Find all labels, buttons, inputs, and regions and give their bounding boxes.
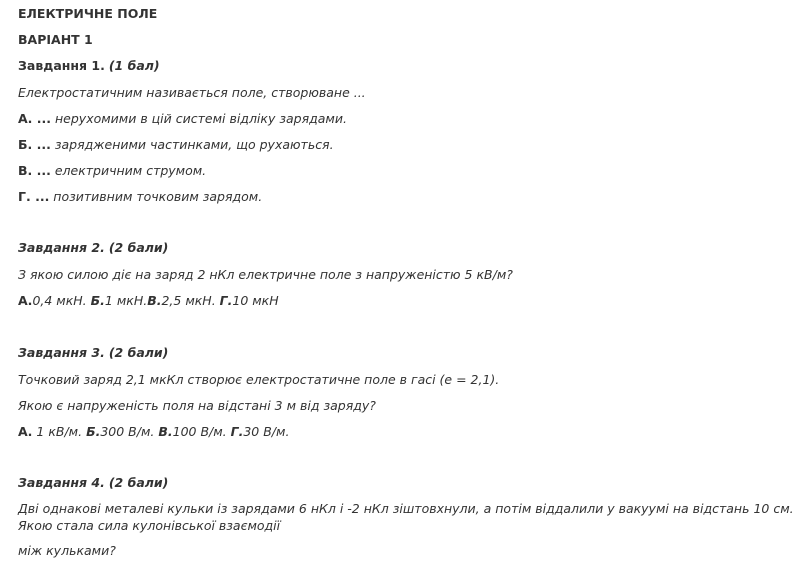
variant-heading: ВАРІАНТ 1 <box>18 32 93 47</box>
task-3-heading <box>18 345 168 361</box>
option-letter: В. ... <box>18 163 51 178</box>
answer-text: 0,4 мкН. <box>32 293 91 308</box>
answer-letter: Г. <box>219 293 233 308</box>
task-1-question: Електростатичним називається поле, створюване ... <box>18 85 366 100</box>
answer-letter: А. <box>18 293 33 308</box>
option-text: позитивним точковим зарядом. <box>49 189 263 204</box>
answer-letter: В. <box>147 293 162 308</box>
task-3-answers <box>18 424 289 440</box>
task-3-question-line-2: Якою є напруженість поля на відстані 3 м від заряду? <box>18 398 376 413</box>
task-3-question-line-1: Точковий заряд 2,1 мкКл створює електростатичне поле в гасі (е = 2,1). <box>18 372 500 387</box>
answer-text: 10 мкН <box>232 293 279 308</box>
answer-text: 2,5 мкН. <box>161 293 220 308</box>
task-4-question: Дві однакові металеві кульки із зарядами 6 нКл і -2 нКл зіштовхнули, а потім віддалили у вакуумі на відстань 10 см. Якою стала сила кулонівської взаємодії <box>18 501 794 533</box>
task-2-label: Завдання 2. <box>18 240 105 255</box>
task-3-label: Завдання 3. <box>18 345 105 360</box>
answer-text: 30 В/м. <box>243 424 290 439</box>
answer-text: 1 мкН. <box>104 293 148 308</box>
answer-letter: Б. <box>86 424 101 439</box>
answer-letter: Г. <box>230 424 244 439</box>
option-text: нерухомими в цій системі відліку зарядами. <box>51 111 347 126</box>
option-letter: Г. ... <box>18 189 50 204</box>
task-1-heading <box>18 58 160 74</box>
answer-text: 300 В/м. <box>100 424 159 439</box>
task-2-heading <box>18 240 168 256</box>
task-1-option-d <box>18 189 262 205</box>
option-letter: Б. ... <box>18 137 51 152</box>
answer-letter: А. <box>18 424 33 439</box>
answer-letter: В. <box>158 424 173 439</box>
document-title: ЕЛЕКТРИЧНЕ ПОЛЕ <box>18 6 158 21</box>
task-2-question: З якою силою діє на заряд 2 нКл електричне поле з напруженістю 5 кВ/м? <box>18 267 513 282</box>
option-text: електричним струмом. <box>50 163 207 178</box>
task-4-question-end: між кульками? <box>18 543 116 558</box>
task-1-points: (1 бал) <box>108 58 160 73</box>
option-letter: А. ... <box>18 111 52 126</box>
answer-letter: Б. <box>90 293 105 308</box>
task-1-label: Завдання 1. <box>18 58 105 73</box>
task-1-option-c <box>18 163 206 179</box>
task-2-points: (2 бали) <box>108 240 169 255</box>
answer-text: 100 В/м. <box>172 424 231 439</box>
option-text: зарядженими частинками, що рухаються. <box>50 137 334 152</box>
task-1-option-b <box>18 137 334 153</box>
task-1-option-a <box>18 111 347 127</box>
task-3-points: (2 бали) <box>108 345 169 360</box>
task-4-label: Завдання 4. <box>18 475 105 490</box>
task-4-points: (2 бали) <box>108 475 169 490</box>
answer-text: 1 кВ/м. <box>32 424 87 439</box>
task-2-answers <box>18 293 279 309</box>
task-4-heading <box>18 475 168 491</box>
